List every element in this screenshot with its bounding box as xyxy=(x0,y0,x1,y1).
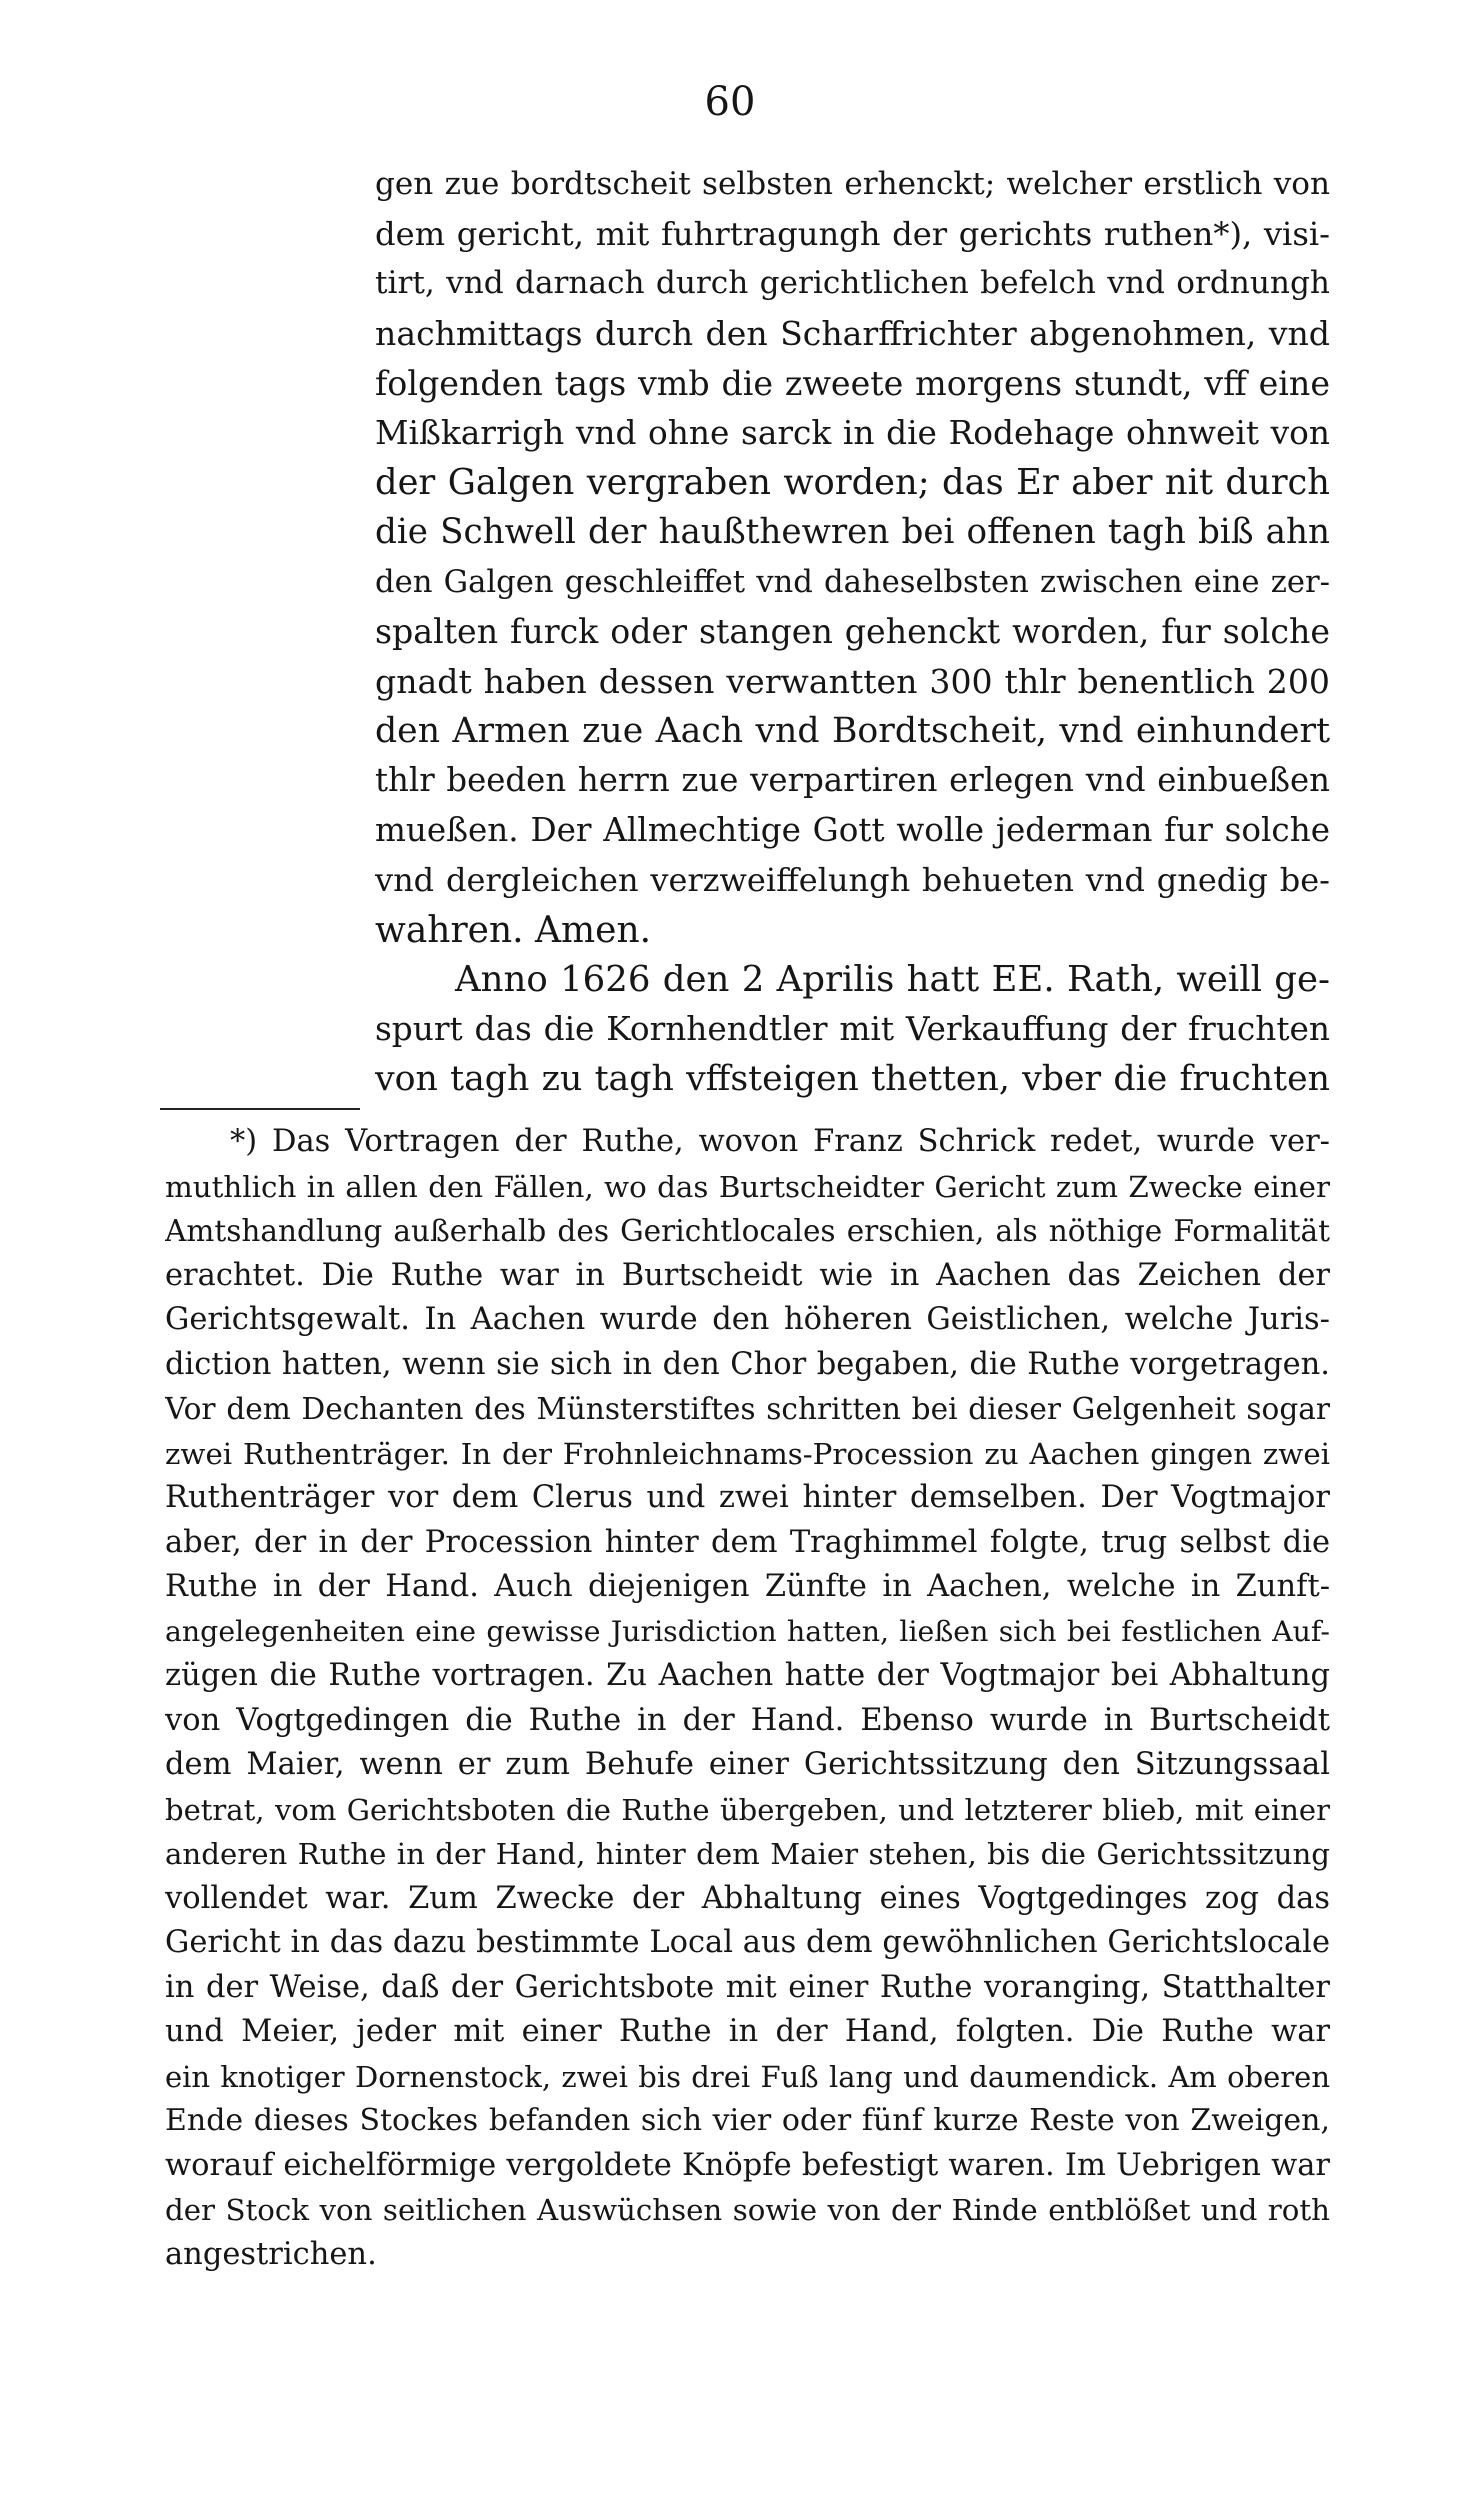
text-line: den Galgen geschleiffet vnd daheselbsten zwischen eine zer- xyxy=(375,564,1330,600)
footnote-line: aber, der in der Procession hinter dem Traghimmel folgte, trug selbst die xyxy=(165,1524,1330,1560)
footnote-line: Ruthenträger vor dem Clerus und zwei hinter demselben. Der Vogtmajor xyxy=(165,1480,1330,1515)
text-line: spurt das die Kornhendtler mit Verkauffung der fruchten xyxy=(375,1009,1330,1048)
text-line: von tagh zu tagh vffsteigen thetten, vber die fruchten xyxy=(375,1058,1330,1099)
footnote-line: angestrichen. xyxy=(165,2236,377,2272)
footnote-line: Amtshandlung außerhalb des Gerichtlocales erschien, als nöthige Formalität xyxy=(165,1214,1330,1248)
text-line: nachmittags durch den Scharffrichter abgenohmen, vnd xyxy=(375,314,1330,354)
text-line: tirt, vnd darnach durch gerichtlichen befelch vnd ordnungh xyxy=(375,265,1330,302)
text-line: spalten furck oder stangen gehenckt worden, fur solche xyxy=(375,612,1330,652)
footnote-line: zügen die Ruthe vortragen. Zu Aachen hatte der Vogtmajor bei Abhaltung xyxy=(165,1658,1330,1693)
text-line: der Galgen vergraben worden; das Er aber nit durch xyxy=(375,462,1330,504)
footnote xyxy=(165,1120,1330,2277)
footnote-line: Ruthe in der Hand. Auch diejenigen Zünfte in Aachen, welche in Zunft- xyxy=(165,1569,1330,1604)
text-line: den Armen zue Aach vnd Bordtscheit, vnd einhundert xyxy=(375,710,1330,751)
footnote-line: ein knotiger Dornenstock, zwei bis drei Fuß lang und daumendick. Am oberen xyxy=(165,2059,1330,2094)
footnote-line: betrat, vom Gerichtsboten die Ruthe übergeben, und letzterer blieb, mit einer xyxy=(165,1792,1330,1827)
footnote-line: vollendet war. Zum Zwecke der Abhaltung eines Vogtgedinges zog das xyxy=(165,1880,1330,1916)
footnote-line: dem Maier, wenn er zum Behufe einer Gerichtssitzung den Sitzungssaal xyxy=(165,1747,1330,1782)
text-line: mueßen. Der Allmechtige Gott wolle jederman fur solche xyxy=(375,811,1330,850)
footnote-line: von Vogtgedingen die Ruthe in der Hand. Ebenso wurde in Burtscheidt xyxy=(165,1702,1330,1738)
text-line: thlr beeden herrn zue verpartiren erlegen vnd einbueßen xyxy=(375,761,1330,800)
text-line: gnadt haben dessen verwantten 300 thlr benentlich 200 xyxy=(375,662,1330,702)
footnote-line: und Meier, jeder mit einer Ruthe in der Hand, folgten. Die Ruthe war xyxy=(165,2014,1330,2049)
text-line: vnd dergleichen verzweiffelungh behueten vnd gnedig be- xyxy=(375,860,1330,899)
footnote-line: diction hatten, wenn sie sich in den Chor begaben, die Ruthe vorgetragen. xyxy=(165,1346,1330,1382)
footnote-line: *) Das Vortragen der Ruthe, wovon Franz Schrick redet, wurde ver- xyxy=(230,1124,1330,1159)
text-line: wahren. Amen. xyxy=(375,909,652,951)
footnote-line: Gerichtsgewalt. In Aachen wurde den höheren Geistlichen, welche Juris- xyxy=(165,1302,1330,1337)
footnote-line: anderen Ruthe in der Hand, hinter dem Maier stehen, bis die Gerichtssitzung xyxy=(165,1837,1330,1871)
footnote-line: in der Weise, daß der Gerichtsbote mit einer Ruthe voranging, Statthalter xyxy=(165,1969,1330,2005)
footnote-divider xyxy=(160,1108,360,1110)
main-text xyxy=(375,160,1330,1104)
footnote-line: angelegenheiten eine gewisse Jurisdiction hatten, ließen sich bei festlichen Auf- xyxy=(165,1614,1330,1648)
text-line: die Schwell der haußthewren bei offenen tagh biß ahn xyxy=(375,511,1330,552)
footnote-line: der Stock von seitlichen Auswüchsen sowie von der Rinde entblößet und roth xyxy=(165,2193,1330,2227)
footnote-line: Ende dieses Stockes befanden sich vier oder fünf kurze Reste von Zweigen, xyxy=(165,2103,1330,2138)
footnote-line: worauf eichelförmige vergoldete Knöpfe befestigt waren. Im Uebrigen war xyxy=(165,2147,1330,2183)
footnote-line: Vor dem Dechanten des Münsterstiftes schritten bei dieser Gelgenheit sogar xyxy=(165,1392,1330,1426)
footnote-line: erachtet. Die Ruthe war in Burtscheidt wie in Aachen das Zeichen der xyxy=(165,1257,1330,1293)
text-line: Anno 1626 den 2 Aprilis hatt EE. Rath, weill ge- xyxy=(455,959,1330,1001)
page-number: 60 xyxy=(704,79,756,125)
footnote-line: zwei Ruthenträger. In der Frohnleichnams-Procession zu Aachen gingen zwei xyxy=(165,1436,1330,1471)
footnote-line: Gericht in das dazu bestimmte Local aus dem gewöhnlichen Gerichtslocale xyxy=(165,1925,1330,1960)
footnote-line: muthlich in allen den Fällen, wo das Burtscheidter Gericht zum Zwecke einer xyxy=(165,1169,1330,1204)
text-line: dem gericht, mit fuhrtragungh der gerichts ruthen*), visi- xyxy=(375,214,1330,253)
text-line: gen zue bordtscheit selbsten erhenckt; welcher erstlich von xyxy=(375,166,1330,202)
text-line: Mißkarrigh vnd ohne sarck in die Rodehage ohnweit von xyxy=(375,413,1330,452)
text-line: folgenden tags vmb die zweete morgens stundt, vff eine xyxy=(375,363,1330,403)
